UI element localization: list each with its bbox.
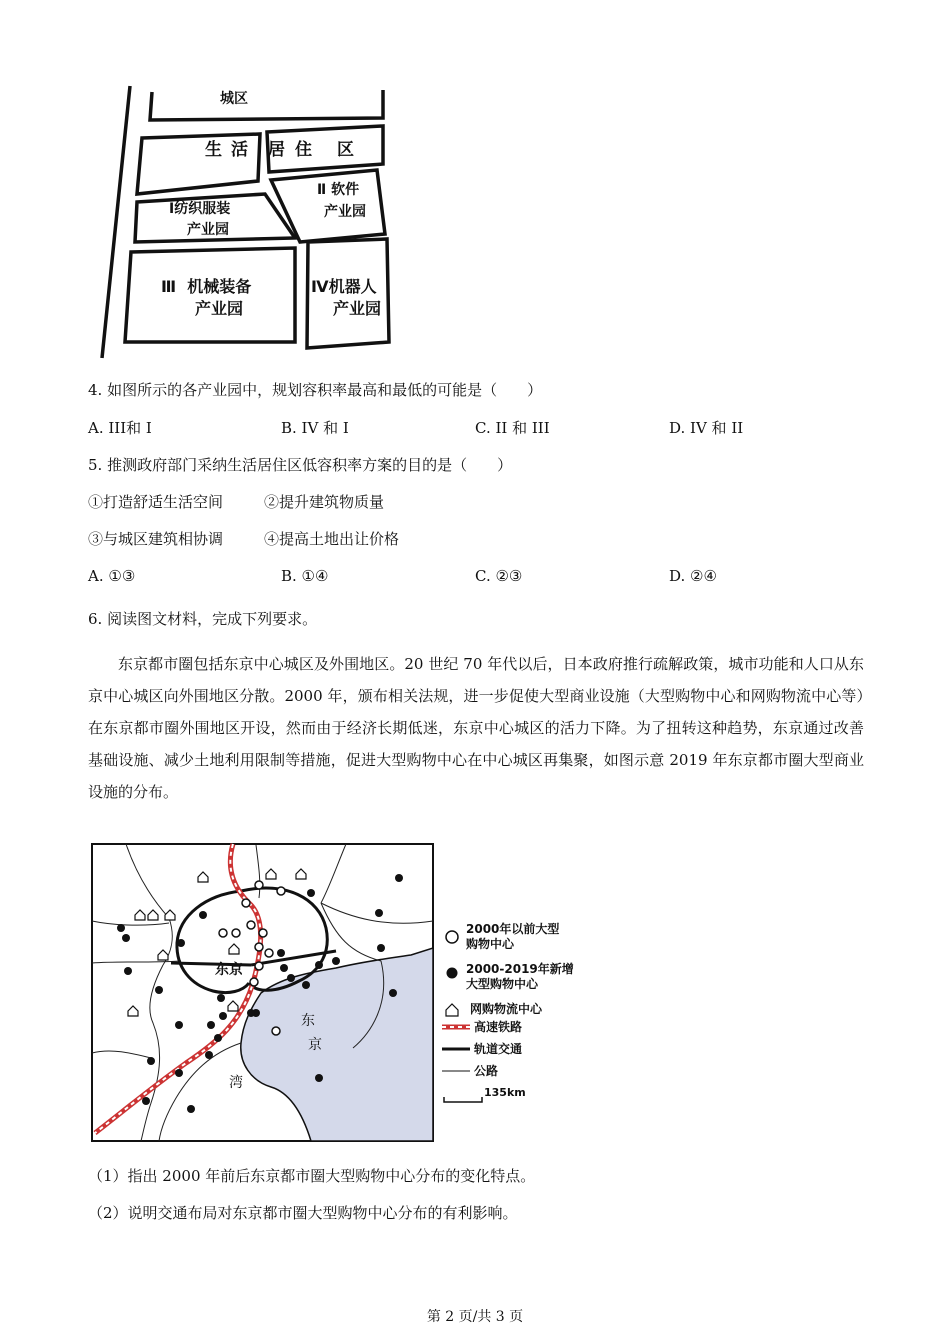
city-area-label: 城区 — [220, 91, 248, 107]
q4-option-b: B. IV 和 I — [281, 419, 349, 437]
q5-option-c: C. ②③ — [475, 567, 523, 585]
q4-stem: 4. 如图所示的各产业园中，规划容积率最高和最低的可能是（ ） — [88, 381, 543, 399]
living-area-label-5: 区 — [337, 140, 354, 160]
page-footer: 第 2 页/共 3 页 — [426, 1309, 524, 1325]
q4-option-d: D. IV 和 II — [669, 419, 744, 437]
q5-stem: 5. 推测政府部门采纳生活居住区低容积率方案的目的是（ ） — [88, 456, 513, 474]
scale-bar-label: 135km — [484, 1086, 526, 1099]
q6-subquestion-1: （1）指出 2000 年前后东京都市圈大型购物中心分布的变化特点。 — [88, 1167, 536, 1185]
legend-highspeed-rail-label: 高速铁路 — [474, 1020, 523, 1034]
q5-item-2: ②提升建筑物质量 — [264, 493, 385, 511]
living-area-label-4: 住 — [295, 140, 312, 160]
legend-road-label: 公路 — [474, 1064, 499, 1078]
q6-material: 东京都市圈包括东京中心城区及外围地区。20 世纪 70 年代以后，日本政府推行疏解政策，城市功能和人口从东京中心城区向外围地区分散。2000 年，颁布相关法规，进一步促使大型商业设施（大型购物中心和网购物流中心等）在东京都市圈外围地区开设，然而由于经济长期低迷，东京中心城区的活力下降。为了扭转这种趋势，东京通过改善基础设施、减少土地利用限制等措施，促进大型购物中心在中心城区再集聚，如图示意 2019 年东京都市圈大型商业设施的分布。 — [88, 655, 864, 801]
q4-option-c: C. II 和 III — [475, 419, 550, 437]
zone4-label-2: 产业园 — [333, 299, 382, 318]
tokyo-label: 东京 — [215, 962, 243, 978]
legend-old-mall-label-2: 购物中心 — [466, 937, 515, 951]
q6-subquestion-2: （2）说明交通布局对东京都市圈大型购物中心分布的有利影响。 — [88, 1204, 518, 1222]
q5-option-b: B. ①④ — [281, 567, 329, 585]
living-area-label-2: 活 — [231, 140, 248, 160]
zone2-label-2: 产业园 — [324, 204, 366, 220]
zone1-label: Ⅰ纺织服装 — [169, 201, 231, 217]
living-area-label-1: 生 — [205, 140, 222, 160]
living-area-label-3: 居 — [268, 140, 285, 160]
industrial-park-layout-figure — [95, 84, 395, 362]
zone4-label: Ⅳ机器人 — [311, 277, 377, 296]
bay-label-1: 东 — [301, 1013, 315, 1029]
tokyo-commercial-map — [91, 843, 435, 1143]
scale-bar-icon — [444, 1097, 482, 1102]
legend-new-mall-label: 2000-2019年新增 — [466, 962, 574, 976]
zone3-label: Ⅲ 机械装备 — [161, 277, 252, 296]
q4-option-a: A. III和 I — [88, 419, 152, 437]
map-legend — [440, 915, 600, 1110]
q5-item-4: ④提高土地出让价格 — [264, 530, 400, 548]
legend-new-mall-label-2: 大型购物中心 — [466, 977, 539, 991]
legend-new-mall-icon — [447, 968, 458, 979]
q5-option-d: D. ②④ — [669, 567, 717, 585]
legend-rail-transit-label: 轨道交通 — [474, 1042, 523, 1056]
legend-logistics-icon — [446, 1004, 458, 1016]
zone1-label-2: 产业园 — [187, 222, 229, 238]
q6-stem: 6. 阅读图文材料，完成下列要求。 — [88, 610, 318, 628]
q5-item-3: ③与城区建筑相协调 — [88, 530, 224, 548]
zone2-label: Ⅱ 软件 — [317, 182, 360, 198]
bay-label-3: 湾 — [229, 1075, 243, 1091]
q5-item-1: ①打造舒适生活空间 — [88, 493, 224, 511]
q5-option-a: A. ①③ — [88, 567, 136, 585]
bay-label-2: 京 — [308, 1037, 322, 1053]
zone3-label-2: 产业园 — [195, 299, 244, 318]
legend-logistics-label: 网购物流中心 — [470, 1002, 543, 1016]
legend-old-mall-icon — [446, 931, 458, 943]
legend-old-mall-label: 2000年以前大型 — [466, 922, 560, 936]
